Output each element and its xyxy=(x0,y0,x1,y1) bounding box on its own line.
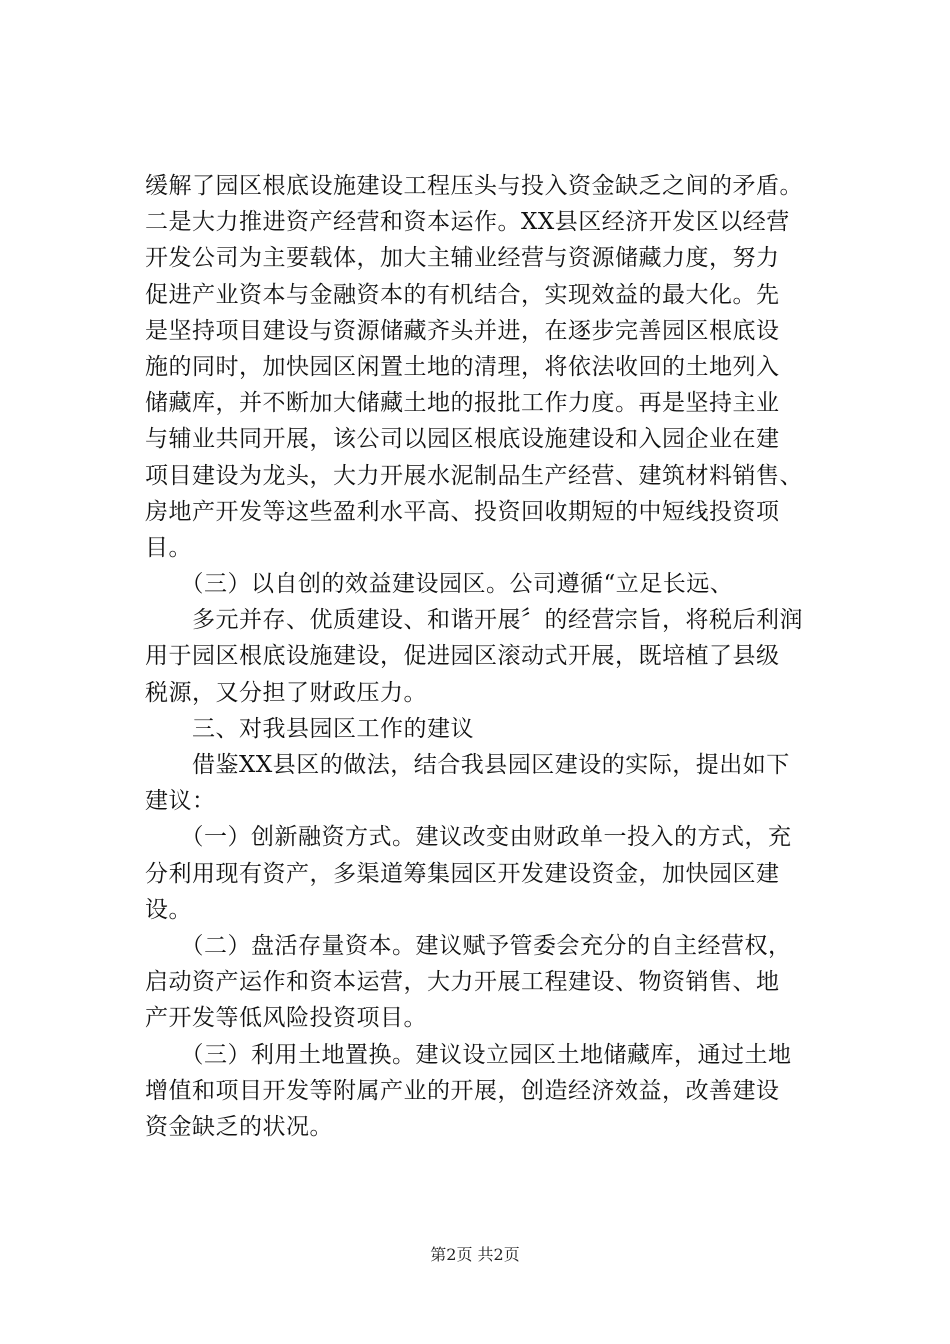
text-line: （三）以自创的效益建设园区。公司遵循“立足长远、 xyxy=(145,571,734,598)
section-heading: 三、对我县园区工作的建议 xyxy=(145,715,474,742)
text-line: 多元并存、优质建设、和谐开展〞的经营宗旨，将税后利润 xyxy=(145,607,803,634)
text-line: 借鉴XX县区的做法，结合我县园区建设的实际，提出如下 xyxy=(145,752,790,778)
text-line: 税源，又分担了财政压力。 xyxy=(145,679,427,706)
text-line: 用于园区根底设施建设，促进园区滚动式开展，既培植了县级 xyxy=(145,643,780,670)
text-line: 资金缺乏的状况。 xyxy=(145,1113,333,1140)
text-line: 储藏库，并不断加大储藏土地的报批工作力度。再是坚持主业 xyxy=(145,390,780,417)
text-line: 设。 xyxy=(145,896,192,923)
text-line: 产开发等低风险投资项目。 xyxy=(145,1005,427,1032)
text-line: 促进产业资本与金融资本的有机结合，实现效益的最大化。先 xyxy=(145,281,780,308)
text-line: （一）创新融资方式。建议改变由财政单一投入的方式，充 xyxy=(145,824,792,851)
text-line: 与辅业共同开展，该公司以园区根底设施建设和入园企业在建 xyxy=(145,426,780,453)
text-line: 缓解了园区根底设施建设工程压头与投入资金缺乏之间的矛盾。 xyxy=(145,173,803,199)
text-line: 建议： xyxy=(145,788,216,815)
text-line: 分利用现有资产，多渠道筹集园区开发建设资金，加快园区建 xyxy=(145,860,780,887)
text-line: 房地产开发等这些盈利水平高、投资回收期短的中短线投资项 xyxy=(145,498,780,525)
page-number-footer: 第2页 共2页 xyxy=(430,1245,520,1264)
text-line: 启动资产运作和资本运营，大力开展工程建设、物资销售、地 xyxy=(145,969,780,996)
text-line: 项目建设为龙头，大力开展水泥制品生产经营、建筑材料销售、 xyxy=(145,462,803,489)
text-line: 增值和项目开发等附属产业的开展，创造经济效益，改善建设 xyxy=(145,1077,780,1104)
text-line: 开发公司为主要载体，加大主辅业经营与资源储藏力度，努力 xyxy=(145,245,780,272)
text-line: 目。 xyxy=(145,534,192,561)
text-line: （三）利用土地置换。建议设立园区土地储藏库，通过土地 xyxy=(145,1041,792,1068)
document-body xyxy=(145,168,835,1145)
text-line: 二是大力推进资产经营和资本运作。XX县区经济开发区以经营 xyxy=(145,209,790,236)
text-line: （二）盘活存量资本。建议赋予管委会充分的自主经营权， xyxy=(145,932,792,959)
text-line: 施的同时，加快园区闲置土地的清理，将依法收回的土地列入 xyxy=(145,353,780,380)
text-line: 是坚持项目建设与资源储藏齐头并进，在逐步完善园区根底设 xyxy=(145,317,780,344)
